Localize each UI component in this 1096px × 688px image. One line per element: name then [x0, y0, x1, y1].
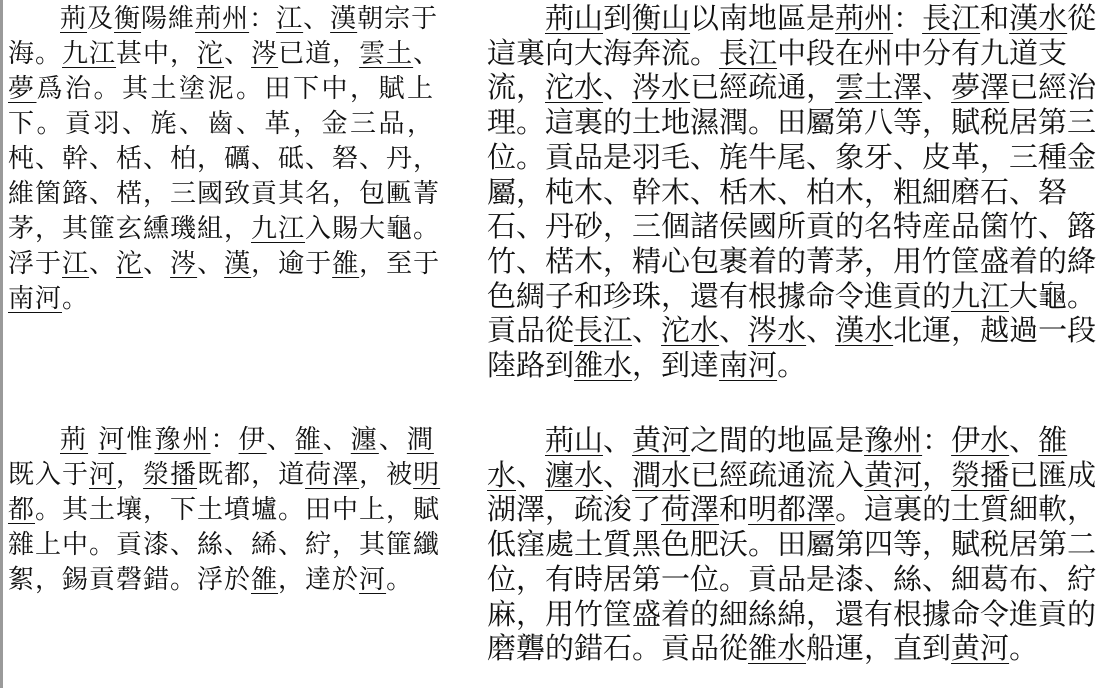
text-line	[8, 142, 441, 177]
place-name-underlined: 漢水	[1009, 1, 1068, 35]
text-segment: 、	[197, 249, 225, 279]
text-segment: 絮，錫貢磬錯。浮於	[8, 565, 252, 595]
text-segment: 下。貢羽、旄、齒、革，金三品，	[8, 109, 434, 139]
place-name-underlined: 長江	[574, 313, 633, 348]
text-segment: ：	[893, 1, 923, 35]
text-segment: ，	[116, 460, 144, 490]
text-segment: 及	[87, 4, 115, 34]
place-name-underlined: 九江	[251, 214, 306, 244]
place-name-underlined: 漢	[330, 4, 358, 34]
text-segment: 、	[922, 70, 952, 105]
text-segment: 、	[1009, 423, 1039, 457]
text-segment: 。	[62, 284, 90, 314]
place-name-underlined: 水	[487, 457, 517, 492]
place-name-underlined: 荊山	[545, 423, 604, 457]
text-segment: 、	[322, 425, 351, 455]
text-segment: 。	[1009, 631, 1039, 666]
text-line	[487, 527, 1096, 562]
text-line	[8, 493, 441, 528]
text-segment: ，至于	[359, 249, 441, 279]
text-segment: 貢品從	[487, 313, 575, 348]
text-segment: 雜上中。貢漆、絲、絺、紵，其篚纖	[8, 530, 441, 560]
text-line	[8, 247, 441, 282]
place-name-underlined: 澗水	[632, 457, 691, 492]
text-line	[487, 243, 1096, 279]
text-segment: 、	[603, 70, 633, 105]
text-segment: 湖澤，疏浚了	[487, 492, 662, 527]
text-segment: 茅，其篚玄纁璣組，	[8, 214, 252, 244]
text-segment: ，逾于	[251, 249, 333, 279]
text-segment: 、	[266, 425, 295, 455]
place-name-underlined: 瀍	[350, 425, 379, 455]
text-line	[487, 457, 1096, 493]
text-segment: 朝宗于	[357, 4, 439, 34]
place-name-underlined: 夢	[8, 74, 37, 104]
place-name-underlined: 南河	[8, 284, 63, 314]
place-name-underlined: 雒	[251, 565, 279, 595]
place-name-underlined: 長江	[922, 1, 981, 35]
text-segment: 位，有時居第一位。貢品是漆、絲、細葛布、紵	[487, 561, 1096, 596]
text-segment: 石、丹砂，三個諸侯國所貢的名特産品箘竹、簬	[487, 209, 1096, 244]
place-name-underlined: 沱	[116, 249, 144, 279]
text-segment: 杶、幹、栝、柏，礪、砥、砮、丹，	[8, 144, 441, 174]
text-segment: 、	[378, 425, 407, 455]
text-segment: 既入于	[8, 460, 90, 490]
text-segment: 中段在州中分有九道支	[777, 35, 1068, 70]
place-name-underlined: 涔	[170, 249, 198, 279]
text-segment: 、	[603, 423, 633, 457]
text-segment: 。這裏的土質細軟，	[835, 492, 1096, 527]
place-name-underlined: 雒水	[748, 631, 807, 666]
text-segment: 、	[603, 457, 633, 492]
text-segment: 位。貢品是羽毛、旄牛尾、象牙、皮革，三種金	[487, 139, 1096, 174]
text-segment: 已經疏通，	[690, 70, 836, 105]
place-name-underlined: 都	[8, 495, 36, 525]
place-name-underlined: 九江	[62, 39, 117, 69]
place-name-underlined: 雒	[332, 249, 360, 279]
place-name-underlined: 澗	[406, 425, 434, 455]
text-line	[487, 313, 1096, 348]
text-segment: 大龜。	[1009, 278, 1096, 313]
text-line	[487, 561, 1096, 597]
place-name-underlined: 雒	[294, 425, 323, 455]
text-segment: 到	[603, 1, 633, 35]
place-name-underlined: 滎播	[143, 460, 198, 490]
original-text-yuzhou	[8, 423, 441, 598]
text-segment: 屬，杶木、幹木、栝木、柏木，粗細磨石、砮	[487, 174, 1068, 209]
text-segment: ，到達	[632, 348, 720, 383]
text-segment: 浮于	[8, 249, 63, 279]
place-name-underlined: 荊山	[545, 1, 604, 35]
translation-text-jingzhou	[487, 1, 1096, 383]
place-name-underlined: 南河	[719, 348, 778, 383]
place-name-underlined: 明	[413, 460, 441, 490]
text-segment: 既都，道	[197, 460, 306, 490]
text-segment: 已匯成	[1009, 457, 1096, 492]
text-segment: ：	[922, 423, 952, 457]
text-segment: 。	[386, 565, 414, 595]
text-line	[487, 492, 1096, 527]
text-segment	[88, 425, 98, 455]
place-name-underlined: 雒	[1038, 423, 1068, 457]
text-segment: 已道，	[278, 39, 360, 69]
text-segment: 、	[632, 313, 662, 348]
place-name-underlined: 明都澤	[748, 492, 836, 527]
text-segment: 流，	[487, 70, 546, 105]
place-name-underlined: 江	[276, 4, 304, 34]
text-line	[487, 70, 1096, 105]
place-name-underlined: 江	[62, 249, 90, 279]
text-line	[8, 458, 441, 493]
text-segment: 、	[89, 249, 117, 279]
text-segment: 、	[303, 4, 331, 34]
text-segment: ，被	[359, 460, 414, 490]
text-line	[8, 2, 439, 37]
original-text-jingzhou	[8, 2, 441, 317]
text-segment: 從	[1067, 1, 1096, 35]
text-segment: 和	[980, 1, 1010, 35]
text-segment: 、	[413, 39, 441, 69]
text-segment: 磨礱的錯石。貢品從	[487, 631, 749, 666]
text-line	[8, 528, 441, 563]
place-name-underlined: 河	[359, 565, 387, 595]
text-segment: 陸路到	[487, 348, 575, 383]
place-name-underlined: 涔水	[748, 313, 807, 348]
place-name-underlined: 黄河	[864, 457, 923, 492]
place-name-underlined: 雲土	[359, 39, 414, 69]
text-line	[487, 423, 1068, 458]
text-line	[487, 1, 1096, 36]
place-name-underlined: 雲土澤	[835, 70, 923, 105]
place-name-underlined: 漢	[224, 249, 252, 279]
text-segment: ：	[210, 425, 239, 455]
place-name-underlined: 荊	[60, 425, 89, 455]
text-segment: ：	[249, 4, 277, 34]
place-name-underlined: 涔水	[632, 70, 691, 105]
text-line	[487, 631, 1055, 666]
text-segment: 。	[777, 348, 807, 383]
place-name-underlined: 河	[98, 425, 127, 455]
text-segment: 陽維	[141, 4, 196, 34]
text-segment: ，達於	[278, 565, 360, 595]
text-line	[8, 282, 434, 317]
place-name-underlined: 漢水	[835, 313, 894, 348]
place-name-underlined: 荊州	[195, 4, 250, 34]
text-segment: 惟	[126, 425, 155, 455]
place-name-underlined: 涔	[251, 39, 279, 69]
place-name-underlined: 荷澤	[305, 460, 360, 490]
text-segment: 麻，用竹筐盛着的細絲綿，還有根據命令進貢的	[487, 596, 1096, 631]
page-left-border	[0, 0, 3, 688]
text-segment: 、	[516, 457, 546, 492]
place-name-underlined: 瀍水	[545, 457, 604, 492]
place-name-underlined: 豫州	[864, 423, 923, 457]
place-name-underlined: 衡	[114, 4, 142, 34]
text-segment: 。其土壤，下土墳壚。田中上，賦	[35, 495, 441, 525]
text-segment: 和	[719, 492, 749, 527]
place-name-underlined: 滎播	[951, 457, 1010, 492]
place-name-underlined: 豫州	[154, 425, 211, 455]
place-name-underlined: 長江	[719, 35, 778, 70]
text-line	[8, 107, 434, 142]
text-line	[8, 37, 441, 72]
text-segment: 、	[719, 313, 749, 348]
text-line	[487, 278, 1096, 314]
place-name-underlined: 伊	[238, 425, 267, 455]
text-segment: 爲治。其土塗泥。田下中，賦上	[36, 74, 434, 104]
text-line	[487, 209, 1096, 244]
place-name-underlined: 荊州	[835, 1, 894, 35]
text-segment: ，	[922, 457, 952, 492]
text-segment: 之間的地區是	[690, 423, 865, 457]
text-line	[8, 563, 434, 598]
text-segment: 北運，越過一段	[893, 313, 1096, 348]
text-line	[8, 212, 441, 247]
place-name-underlined: 黄河	[951, 631, 1010, 666]
text-segment: 竹、楛木，精心包裹着的菁茅，用竹筐盛着的絳	[487, 243, 1096, 278]
place-name-underlined: 沱水	[661, 313, 720, 348]
text-line	[487, 105, 1096, 140]
place-name-underlined: 沱	[197, 39, 225, 69]
text-line	[487, 348, 1055, 383]
text-segment: 已經疏通流入	[690, 457, 865, 492]
text-segment: 、	[806, 313, 836, 348]
text-segment: 低窪處土質黑色肥沃。田屬第四等，賦税居第二	[487, 527, 1096, 562]
text-line	[487, 174, 1068, 210]
place-name-underlined: 黄河	[632, 423, 691, 457]
place-name-underlined: 荷澤	[661, 492, 720, 527]
text-segment: 、	[224, 39, 252, 69]
text-line	[8, 177, 441, 212]
text-line	[487, 139, 1096, 175]
text-line	[8, 423, 434, 458]
text-line	[8, 72, 434, 107]
text-segment: 這裏向大海奔流。	[487, 35, 720, 70]
place-name-underlined: 夢澤	[951, 70, 1010, 105]
place-name-underlined: 衡山	[632, 1, 691, 35]
text-segment: 理。這裏的土地濕潤。田屬第八等，賦税居第三	[487, 105, 1096, 140]
place-name-underlined: 雒水	[574, 348, 633, 383]
text-segment: 甚中，	[116, 39, 198, 69]
text-segment: 入賜大龜。	[305, 214, 441, 244]
place-name-underlined: 荊	[60, 4, 88, 34]
text-segment: 船運，直到	[806, 631, 952, 666]
text-segment: 已經治	[1009, 70, 1096, 105]
place-name-underlined: 九江	[951, 278, 1010, 313]
text-line	[487, 35, 1068, 71]
text-segment: 、	[143, 249, 171, 279]
translation-text-yuzhou	[487, 423, 1096, 666]
text-segment: 以南地區是	[690, 1, 836, 35]
text-segment: 維箘簬、楛，三國致貢其名，包匭菁	[8, 179, 441, 209]
place-name-underlined: 沱水	[545, 70, 604, 105]
place-name-underlined: 伊水	[951, 423, 1010, 457]
text-line	[487, 596, 1096, 632]
text-segment: 海。	[8, 39, 63, 69]
text-segment: 色綢子和珍珠，還有根據命令進貢的	[487, 278, 952, 313]
place-name-underlined: 河	[89, 460, 117, 490]
